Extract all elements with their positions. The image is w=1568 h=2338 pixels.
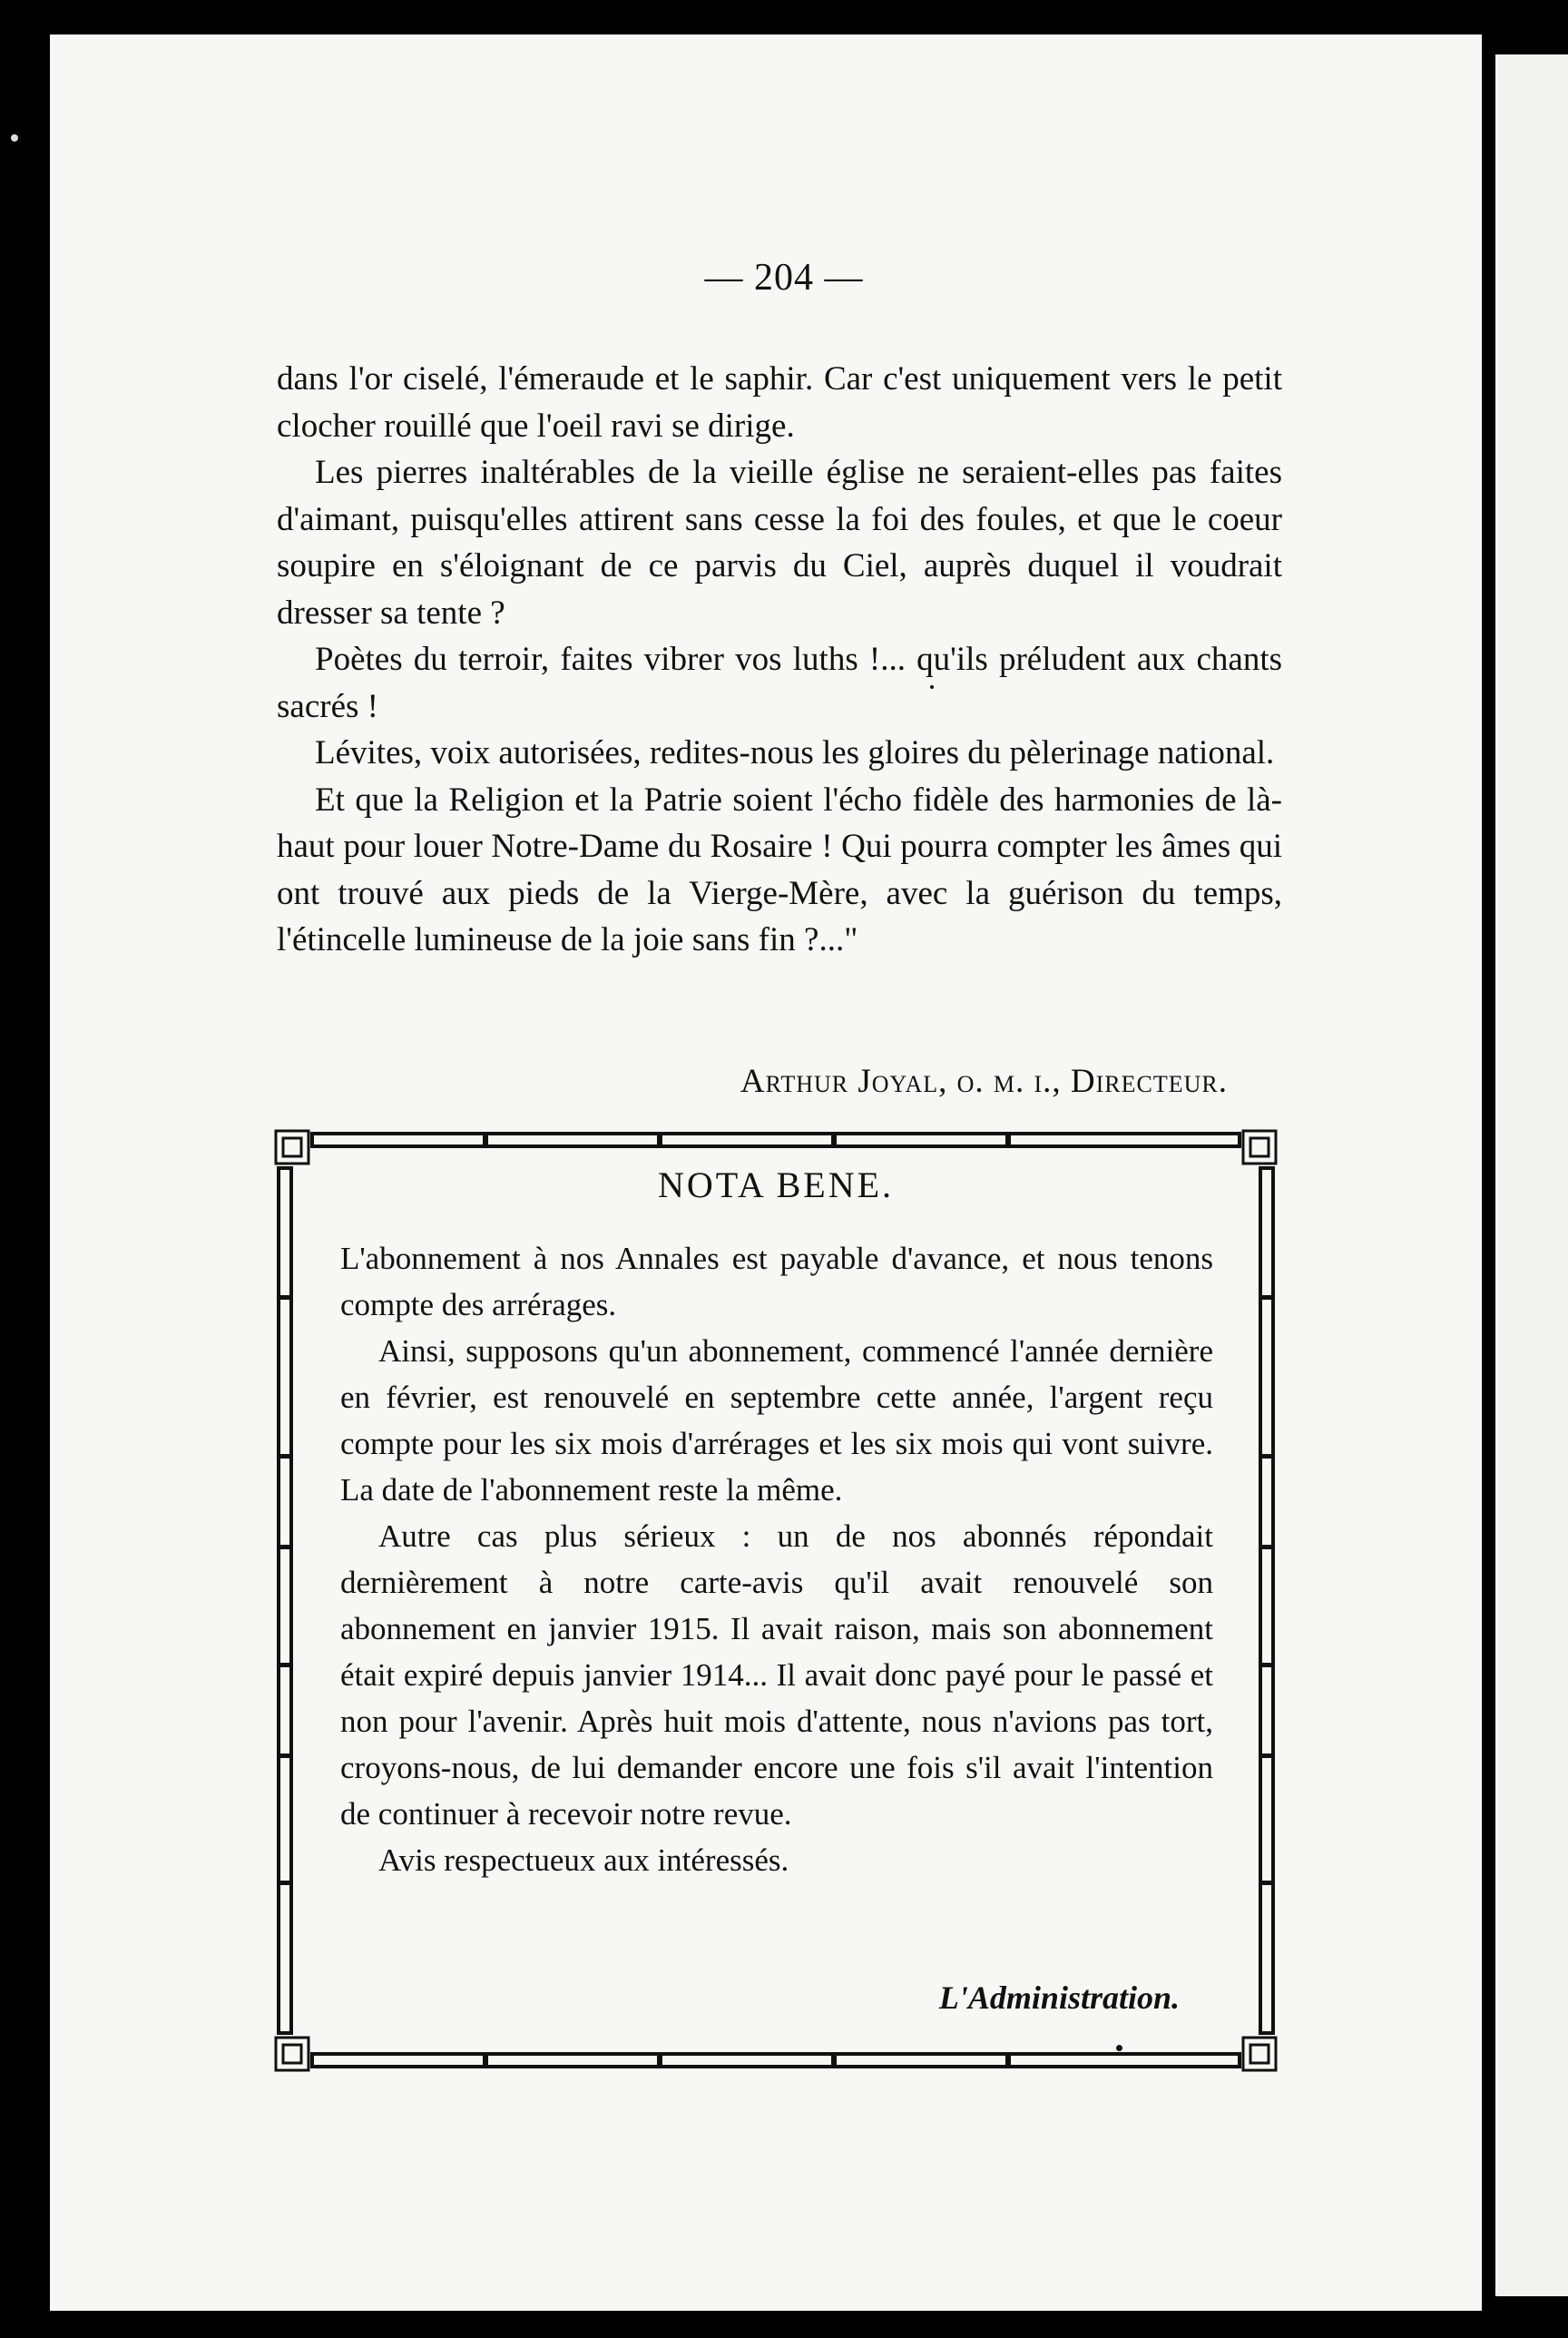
article-paragraph: Les pierres inaltérables de la vieille église ne seraient-elles pas faites d'aimant, puisqu'elles attirent sans cesse la foi des foules, et que le coeur soupire en s'éloignant de ce parvis du Ciel, auprès duquel il voudrait dresser sa tente ? [277, 454, 1282, 632]
article-paragraph: Et que la Religion et la Patrie soient l'écho fidèle des harmonies de là-haut pour louer Notre-Dame du Rosaire ! Qui pourra compter les âmes qui ont trouvé aux pieds de la Vierge-Mère, avec la guérison du temps, l'étincelle lumineuse de la joie sans fin ?..." [277, 781, 1282, 958]
nota-bene-paragraph: Autre cas plus sérieux : un de nos abonnés répondait dernièrement à notre carte-avis qu'il avait renouvelé son abonnement en janvier 1915. Il avait raison, mais son abonnement était expiré depuis janvier 1914... Il avait donc payé pour le passé et non pour l'avenir. Après huit mois d'attente, nous n'avions pas tort, croyons-nous, de lui demander encore une fois s'il avait l'intention de continuer à recevoir notre revue. [340, 1518, 1213, 1832]
adjacent-page-edge [1495, 54, 1568, 2296]
nota-bene-paragraph: Ainsi, supposons qu'un abonnement, commencé l'année dernière en février, est renouvelé en septembre cette année, l'argent reçu compte pour les six mois d'arrérages et les six mois qui vont suivre. La date de l'abonnement reste la même. [340, 1333, 1213, 1508]
article-body [277, 356, 1282, 964]
article-paragraph: Lévites, voix autorisées, redites-nous les gloires du pèlerinage national. [315, 734, 1275, 771]
author-signature: Arthur Joyal, o. m. i., Directeur. [740, 1063, 1228, 1100]
article-paragraph: Poètes du terroir, faites vibrer vos luths !... qu'ils préludent aux chants sacrés ! [277, 641, 1282, 725]
nota-bene-signature: L'Administration. [938, 1979, 1180, 2016]
ink-speck [930, 685, 934, 689]
article-paragraph: dans l'or ciselé, l'émeraude et le saphir. Car c'est uniquement vers le petit clocher rouillé que l'oeil ravi se dirige. [277, 360, 1282, 445]
nota-bene-paragraph: Avis respectueux aux intéressés. [378, 1842, 789, 1878]
scan-speck [11, 134, 18, 142]
nota-bene-paragraph: L'abonnement à nos Annales est payable d'avance, et nous tenons compte des arrérages. [340, 1241, 1213, 1322]
ink-speck [1116, 2045, 1122, 2051]
nota-bene-title: NOTA BENE. [657, 1164, 895, 1205]
nota-bene-body [340, 1235, 1213, 1883]
page-number: — 204 — [704, 257, 864, 299]
